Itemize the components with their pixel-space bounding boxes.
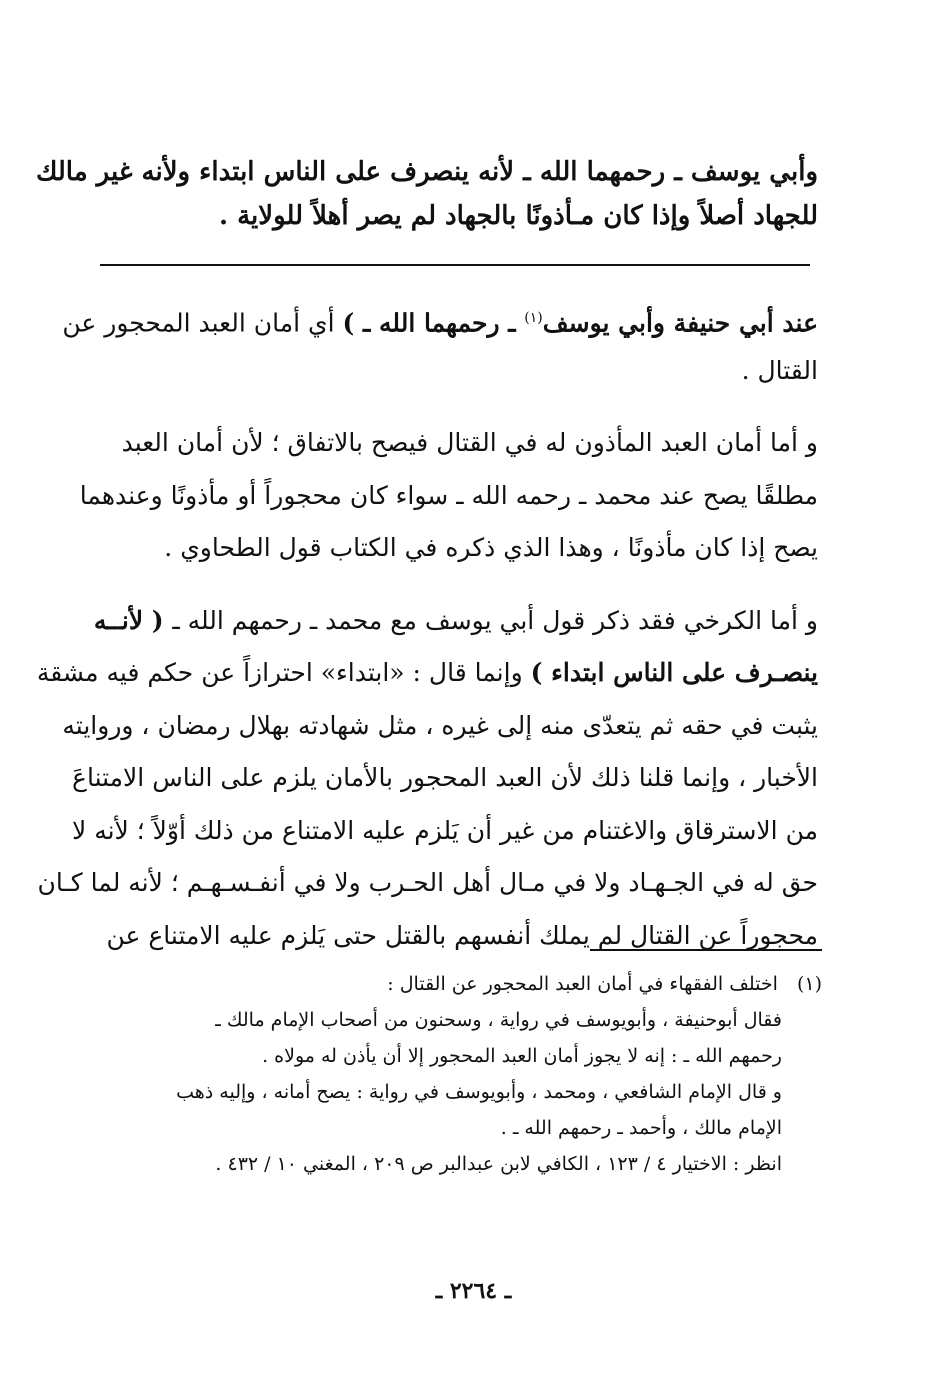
footnotes [116,966,822,1182]
footnote-line: و قال الإمام الشافعي ، ومحمد ، وأبويوسف في رواية : يصح أمانه ، وإليه ذهب [176,1081,782,1103]
footnote-line [116,966,822,1002]
commentary-line: محجوراً عن القتال لم يملك أنفسهم بالقتل حتى يَلزم عليه الامتناع عن [106,920,818,950]
footnote-ref[interactable]: (١) [524,310,543,326]
matn-line-2: للجهاد أصلاً وإذا كان مـأذونًا بالجهاد لم يصر أهلاً للولاية . [218,201,818,231]
commentary-line: يصح إذا كان مأذونًا ، وهذا الذي ذكره في الكتاب قول الطحاوي . [164,533,818,562]
commentary-fragment: و أما الكرخي فقد ذكر قول أبي يوسف مع محمد ـ رحمهم الله ـ [172,605,818,635]
matn-text [35,150,818,238]
page-number: ـ ٢٢٦٤ ـ [435,1278,512,1304]
commentary-line: و أما أمان العبد المأذون له في القتال فيصح بالاتفاق ؛ لأن أمان العبد [121,428,818,457]
footnote-rule [590,949,822,951]
quoted-matn: ينصـرف على الناس ابتداء ) [530,658,818,687]
commentary-text [36,292,818,962]
commentary-fragment: أي أمان العبد المحجور عن [62,308,343,338]
footnote-line: الإمام مالك ، وأحمد ـ رحمهم الله ـ . [500,1117,782,1139]
footnote-line: رحمهم الله ـ : إنه لا يجوز أمان العبد المحجور إلا أن يأذن له مولاه . [262,1045,782,1067]
commentary-line: مطلقًا يصح عند محمد ـ رحمه الله ـ سواء كان محجوراً أو مأذونًا وعندهما [79,480,818,510]
commentary-line [36,647,818,700]
commentary-line: القتال . [741,355,818,385]
footnote-fragment: اختلف الفقهاء في أمان العبد المحجور عن القتال : [387,973,778,995]
commentary-line: يثبت في حقه ثم يتعدّى منه إلى غيره ، مثل شهادته بهلال رمضان ، وروايته [62,710,818,740]
quoted-matn: ( لأنــه [93,605,173,635]
commentary-line [93,595,818,648]
commentary-line: من الاسترقاق والاغتنام من غير أن يَلزم عليه الامتناع من ذلك أوّلاً ؛ لأنه لا [71,815,818,845]
quoted-matn: عند أبي حنيفة وأبي يوسف [542,308,818,338]
footnote-line: انظر : الاختيار ٤ / ١٢٣ ، الكافي لابن عبدالبر ص ٢٠٩ ، المغني ١٠ / ٤٣٢ . [215,1153,782,1175]
commentary-line: الأخبار ، وإنما قلنا ذلك لأن العبد المحجور بالأمان يلزم على الناس الامتناعَ [72,763,818,792]
matn-line-1: وأبي يوسف ـ رحمهما الله ـ لأنه ينصرف على الناس ابتداء ولأنه غير مالك [35,157,818,187]
commentary-line: حق له في الجـهـاد ولا في مـال أهل الحـرب ولا في أنفـسـهـم ؛ لأنه لما كـان [37,868,818,897]
separator-rule [100,264,810,266]
quoted-matn: ـ رحمهما الله ـ ) [342,308,525,338]
footnote-number: (١) [796,973,822,995]
commentary-line [62,292,818,345]
footnote-line: فقال أبوحنيفة ، وأبويوسف في رواية ، وسحنون من أصحاب الإمام مالك ـ [215,1009,782,1031]
commentary-fragment: وإنما قال : «ابتداء» احترازاً عن حكم فيه مشقة [36,658,531,687]
